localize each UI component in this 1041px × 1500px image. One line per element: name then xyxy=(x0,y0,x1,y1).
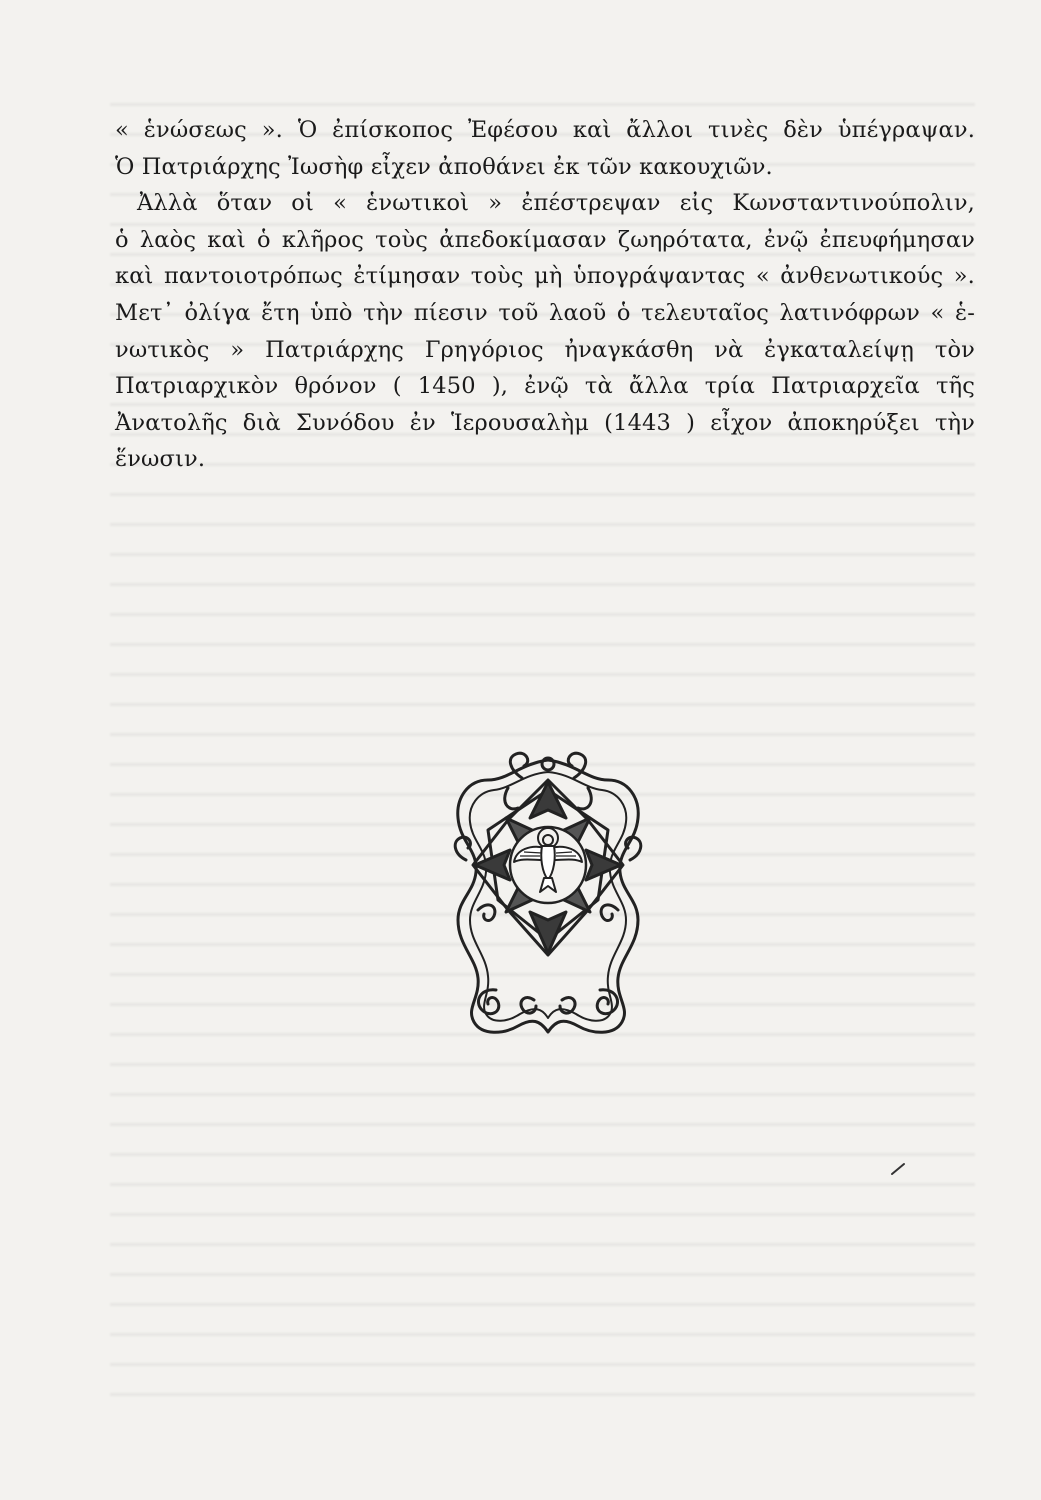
ink-speck xyxy=(890,1161,906,1175)
body-text xyxy=(115,112,975,478)
text-line: Ἀλλὰ ὅταν οἱ « ἑνωτικοὶ » ἐπέστρεψαν εἰς Κωνσταντινούπολιν, xyxy=(137,190,975,217)
text-line: ὁ λαὸς καὶ ὁ κλῆρος τοὺς ἀπεδοκίμασαν ζωηρότατα, ἐνῷ ἐπευφήμησαν xyxy=(115,226,975,253)
text-line: « ἑνώσεως ». Ὁ ἐπίσκοπος Ἐφέσου καὶ ἄλλοι τινὲς δὲν ὑπέγραψαν. xyxy=(115,117,975,143)
text-line: Ἀνατολῆς διὰ Συνόδου ἐν Ἱερουσαλὴμ (1443 ) εἶχον ἀποκηρύξει τὴν xyxy=(115,409,975,436)
text-line: νωτικὸς » Πατριάρχης Γρηγόριος ἠναγκάσθη νὰ ἐγκαταλείψῃ τὸν xyxy=(115,336,975,363)
text-line: Πατριαρχικὸν θρόνον ( 1450 ), ἐνῷ τὰ ἄλλα τρία Πατριαρχεῖα τῆς xyxy=(115,373,975,400)
text-line: καὶ παντοιοτρόπως ἐτίμησαν τοὺς μὴ ὑπογράψαντας « ἀνθενωτικούς ». xyxy=(115,263,975,290)
dove-star-emblem-icon xyxy=(448,750,648,1040)
text-line: ἕνωσιν. xyxy=(115,446,206,473)
text-line: Μετ᾽ ὀλίγα ἔτη ὑπὸ τὴν πίεσιν τοῦ λαοῦ ὁ τελευταῖος λατινόφρων « ἑ- xyxy=(115,299,975,326)
text-line: Ὁ Πατριάρχης Ἰωσὴφ εἶχεν ἀποθάνει ἐκ τῶν κακουχιῶν. xyxy=(115,153,773,180)
